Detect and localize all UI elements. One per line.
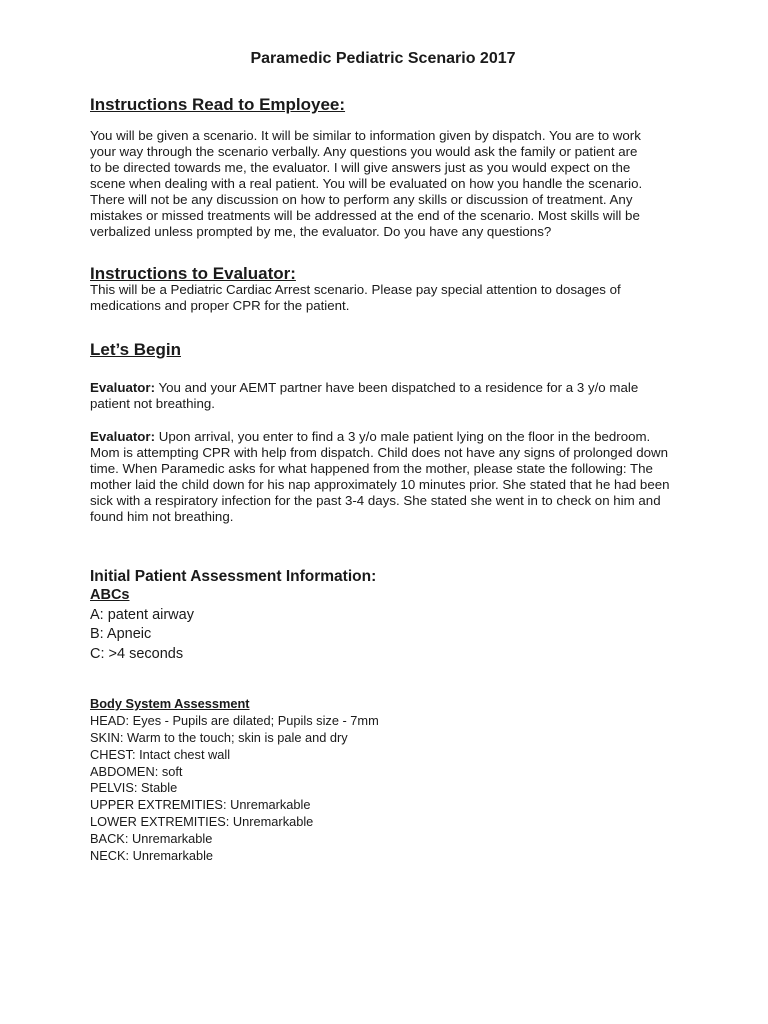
evaluator-arrival-paragraph (90, 429, 688, 525)
text-line: found him not breathing. (90, 509, 234, 524)
text-line: patient not breathing. (90, 396, 215, 411)
text-line (90, 380, 688, 396)
body-system-heading: Body System Assessment (90, 696, 250, 711)
abc-airway: A: patent airway (90, 607, 194, 623)
body-item-upper-extremities: UPPER EXTREMITIES: Unremarkable (90, 797, 311, 812)
body-item-abdomen: ABDOMEN: soft (90, 764, 183, 779)
body-item-back: BACK: Unremarkable (90, 831, 213, 846)
text-span: You and your AEMT partner have been dispatched to a residence for a 3 y/o male (155, 380, 639, 395)
page-title: Paramedic Pediatric Scenario 2017 (250, 50, 516, 67)
abc-circulation: C: >4 seconds (90, 646, 184, 662)
text-line: scene when dealing with a real patient. You will be evaluated on how you handle the scenario. (90, 176, 643, 191)
abcs-heading: ABCs (90, 587, 130, 603)
text-line: your way through the scenario verbally. Any questions you would ask the family or patient are (90, 144, 638, 159)
evaluator-dispatch-paragraph (90, 380, 688, 412)
text-line: verbalized unless prompted by me, the evaluator. Do you have any questions? (90, 224, 552, 239)
text-line: to be directed towards me, the evaluator. I will give answers just as you would expect on the (90, 160, 631, 175)
text-line: Mom is attempting CPR with help from dispatch. Child does not have any signs of prolonged down (90, 445, 668, 460)
text-span: Upon arrival, you enter to find a 3 y/o male patient lying on the floor in the bedroom. (155, 429, 651, 444)
lets-begin-heading: Let’s Begin (90, 340, 181, 359)
text-line: medications and proper CPR for the patient. (90, 298, 350, 313)
evaluator-instructions-heading: Instructions to Evaluator: (90, 264, 296, 283)
text-line: mother laid the child down for his nap approximately 10 minutes prior. She stated that he had been (90, 477, 670, 492)
body-item-head: HEAD: Eyes - Pupils are dilated; Pupils size - 7mm (90, 713, 379, 728)
text-line: You will be given a scenario. It will be similar to information given by dispatch. You are to work (90, 128, 641, 143)
body-item-chest: CHEST: Intact chest wall (90, 747, 231, 762)
text-line: time. When Paramedic asks for what happened from the mother, please state the following: The (90, 461, 653, 476)
body-item-skin: SKIN: Warm to the touch; skin is pale and dry (90, 730, 348, 745)
evaluator-instructions-text (90, 282, 688, 314)
body-item-neck: NECK: Unremarkable (90, 848, 214, 863)
evaluator-label: Evaluator: (90, 380, 156, 395)
employee-instructions-heading: Instructions Read to Employee: (90, 95, 346, 114)
evaluator-label: Evaluator: (90, 429, 156, 444)
text-line: This will be a Pediatric Cardiac Arrest scenario. Please pay special attention to dosages of (90, 282, 621, 297)
text-line: sick with a respiratory infection for the past 3-4 days. She stated she went in to check on him and (90, 493, 661, 508)
body-item-pelvis: PELVIS: Stable (90, 780, 178, 795)
initial-assessment-heading: Initial Patient Assessment Information: (90, 568, 377, 585)
body-item-lower-extremities: LOWER EXTREMITIES: Unremarkable (90, 814, 314, 829)
text-line (90, 429, 688, 445)
abc-breathing: B: Apneic (90, 626, 152, 642)
employee-instructions-text (90, 128, 688, 240)
text-line: mistakes or missed treatments will be addressed at the end of the scenario. Most skills will be (90, 208, 640, 223)
text-line: There will not be any discussion on how to perform any skills or discussion of treatment. Any (90, 192, 633, 207)
